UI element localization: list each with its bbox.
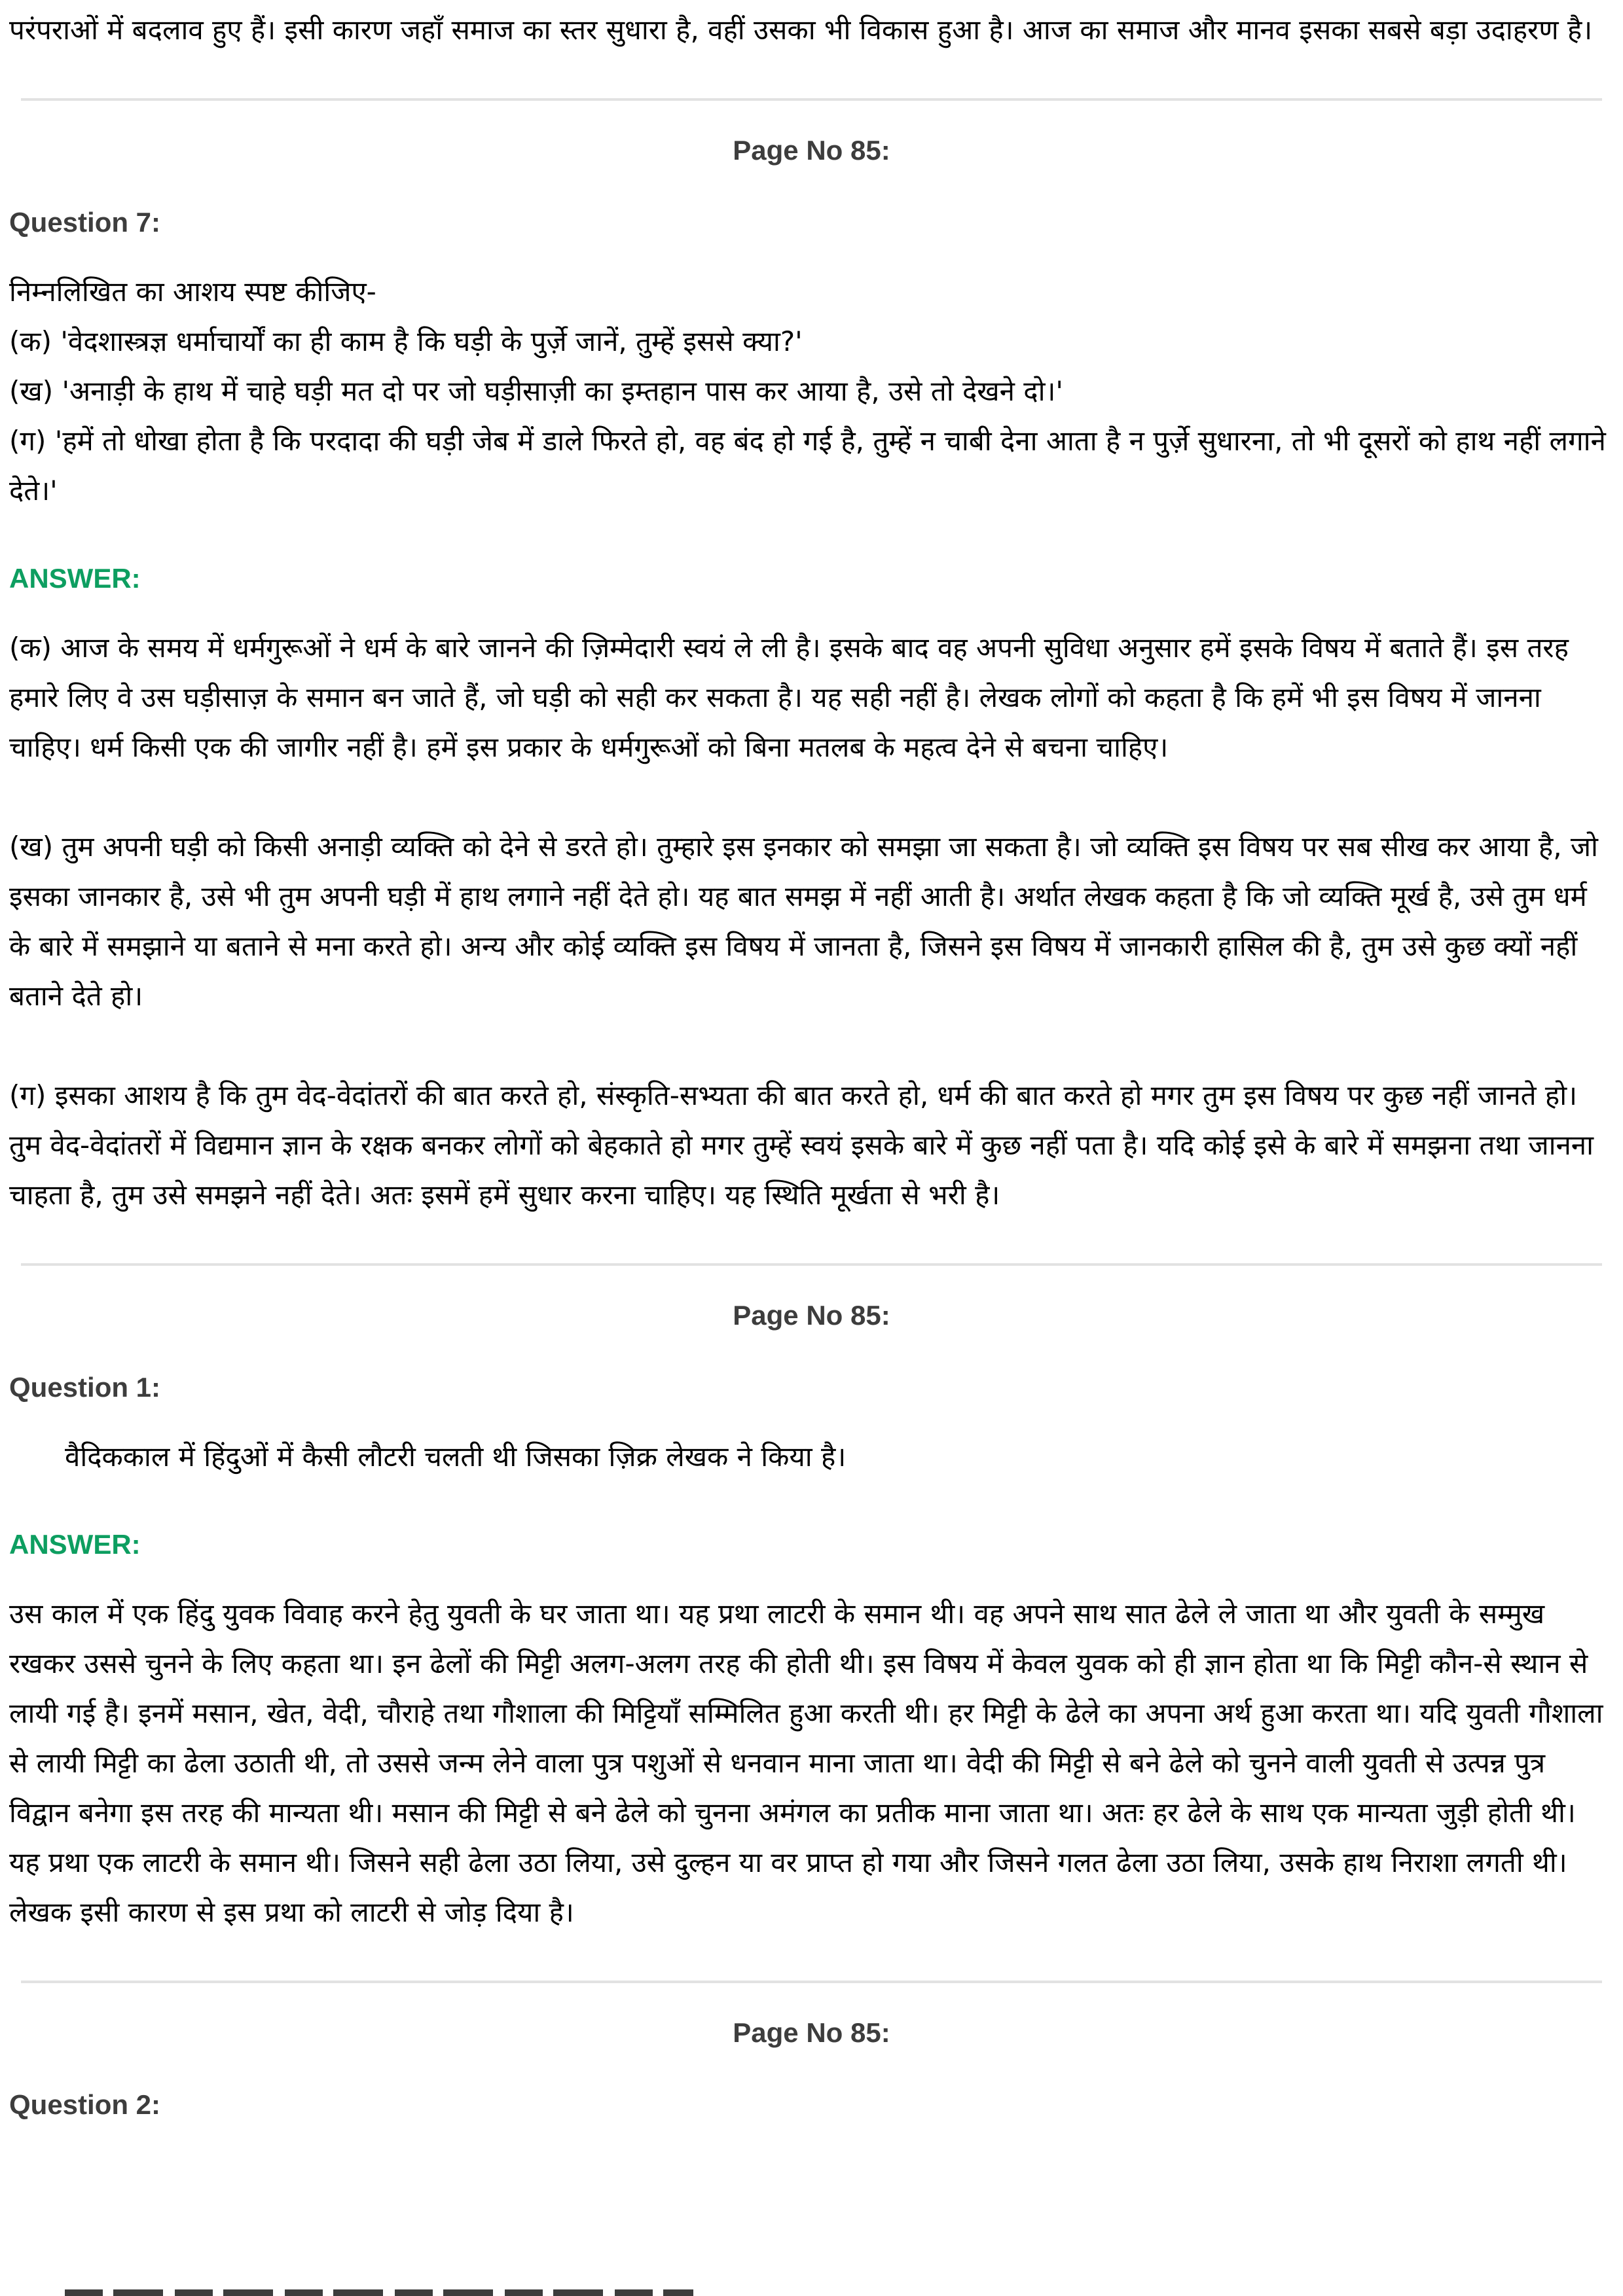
answer-heading: ANSWER: — [9, 1529, 141, 1560]
question-text-block — [9, 267, 1614, 516]
question-text-line: (ख) 'अनाड़ी के हाथ में चाहे घड़ी मत दो पर जो घड़ीसाज़ी का इम्तहान पास कर आया है, उसे तो देखने दो।' — [9, 375, 1063, 407]
question-text-line: (क) 'वेदशास्त्रज्ञ धर्माचार्यों का ही काम है कि घड़ी के पुर्ज़े जानें, तुम्हें इससे क्या?' — [9, 325, 803, 357]
page-number-heading: Page No 85: — [733, 2017, 890, 2048]
question-text-line: वैदिककाल में हिंदुओं में कैसी लौटरी चलती थी जिसका ज़िक्र लेखक ने किया है। — [65, 1441, 847, 1473]
answer-heading: ANSWER: — [9, 563, 141, 594]
section-divider — [21, 98, 1602, 101]
question-text-line: (ग) 'हमें तो धोखा होता है कि परदादा की घड़ी जेब में डाले फिरते हो, वह बंद हो गई है, तुम्हें न चाबी देना आता है न पुर्ज़े सुधारना, तो भी दूसरों को हाथ नहीं लगाने देते।' — [9, 425, 1606, 507]
question-text-block — [9, 1432, 1614, 1482]
page-number-heading: Page No 85: — [733, 1300, 890, 1331]
section-divider — [21, 1981, 1602, 1983]
answer-paragraph: (क) आज के समय में धर्मगुरूओं ने धर्म के बारे जानने की ज़िम्मेदारी स्वयं ले ली है। इसके बाद वह अपनी सुविधा अनुसार हमें इसके विषय में बताते हैं। इस तरह हमारे लिए वे उस घड़ीसाज़ के समान बन जाते हैं, जो घड़ी को सही कर सकता है। यह सही नहीं है। लेखक लोगों को कहता है कि हमें भी इस विषय में जानना चाहिए। धर्म किसी एक की जागीर नहीं है। हमें इस प्रकार के धर्मगुरूओं को बिना मतलब के महत्व देने से बचना चाहिए। — [9, 632, 1569, 763]
question-heading: Question 2: — [9, 2089, 161, 2120]
page-number-heading: Page No 85: — [733, 135, 890, 166]
clipped-text-line — [65, 2289, 693, 2296]
section-divider — [21, 1263, 1602, 1266]
answer-paragraph: उस काल में एक हिंदु युवक विवाह करने हेतु युवती के घर जाता था। यह प्रथा लाटरी के समान थी। वह अपने साथ सात ढेले ले जाता था और युवती के सम्मुख रखकर उससे चुनने के लिए कहता था। इन ढेलों की मिट्टी अलग-अलग तरह की होती थी। इस विषय में केवल युवक को ही ज्ञान होता था कि मिट्टी कौन-से स्थान से लायी गई है। इनमें मसान, खेत, वेदी, चौराहे तथा गौशाला की मिट्टियाँ सम्मिलित हुआ करती थी। हर मिट्टी के ढेले का अपना अर्थ हुआ करता था। यदि युवती गौशाला से लायी मिट्टी का ढेला उठाती थी, तो उससे जन्म लेने वाला पुत्र पशुओं से धनवान माना जाता था। वेदी की मिट्टी से बने ढेले को चुनने वाली युवती से उत्पन्न पुत्र विद्वान बनेगा इस तरह की मान्यता थी। मसान की मिट्टी से बने ढेले को चुनना अमंगल का प्रतीक माना जाता था। अतः हर ढेले के साथ एक मान्यता जुड़ी होती थी। यह प्रथा एक लाटरी के समान थी। जिसने सही ढेला उठा लिया, उसे दुल्हन या वर प्राप्त हो गया और जिसने गलत ढेला उठा लिया, उसके हाथ निराशा लगती थी। लेखक इसी कारण से इस प्रथा को लाटरी से जोड़ दिया है। — [9, 1598, 1603, 1928]
answer-paragraph: (ख) तुम अपनी घड़ी को किसी अनाड़ी व्यक्ति को देने से डरते हो। तुम्हारे इस इनकार को समझा जा सकता है। जो व्यक्ति इस विषय पर सब सीख कर आया है, जो इसका जानकार है, उसे भी तुम अपनी घड़ी में हाथ लगाने नहीं देते हो। यह बात समझ में नहीं आती है। अर्थात लेखक कहता है कि जो व्यक्ति मूर्ख है, उसे तुम धर्म के बारे में समझाने या बताने से मना करते हो। अन्य और कोई व्यक्ति इस विषय में जानता है, जिसने इस विषय में जानकारी हासिल की है, तुम उसे कुछ क्यों नहीं बताने देते हो। — [9, 831, 1598, 1012]
answer-paragraph: (ग) इसका आशय है कि तुम वेद-वेदांतरों की बात करते हो, संस्कृति-सभ्यता की बात करते हो, धर्म की बात करते हो मगर तुम इस विषय पर कुछ नहीं जानते हो। तुम वेद-वेदांतरों में विद्यमान ज्ञान के रक्षक बनकर लोगों को बेहकाते हो मगर तुम्हें स्वयं इसके बारे में कुछ नहीं पता है। यदि कोई इसे के बारे में समझना तथा जानना चाहता है, तुम उसे समझने नहीं देते। अतः इसमें हमें सुधार करना चाहिए। यह स्थिति मूर्खता से भरी है। — [9, 1079, 1594, 1211]
question-text-line: निम्नलिखित का आशय स्पष्ट कीजिए- — [9, 276, 376, 308]
intro-paragraph: परंपराओं में बदलाव हुए हैं। इसी कारण जहाँ समाज का स्तर सुधारा है, वहीं उसका भी विकास हुआ है। आज का समाज और मानव इसका सबसे बड़ा उदाहरण है। — [9, 14, 1593, 46]
question-heading: Question 1: — [9, 1372, 161, 1403]
question-heading: Question 7: — [9, 207, 161, 238]
